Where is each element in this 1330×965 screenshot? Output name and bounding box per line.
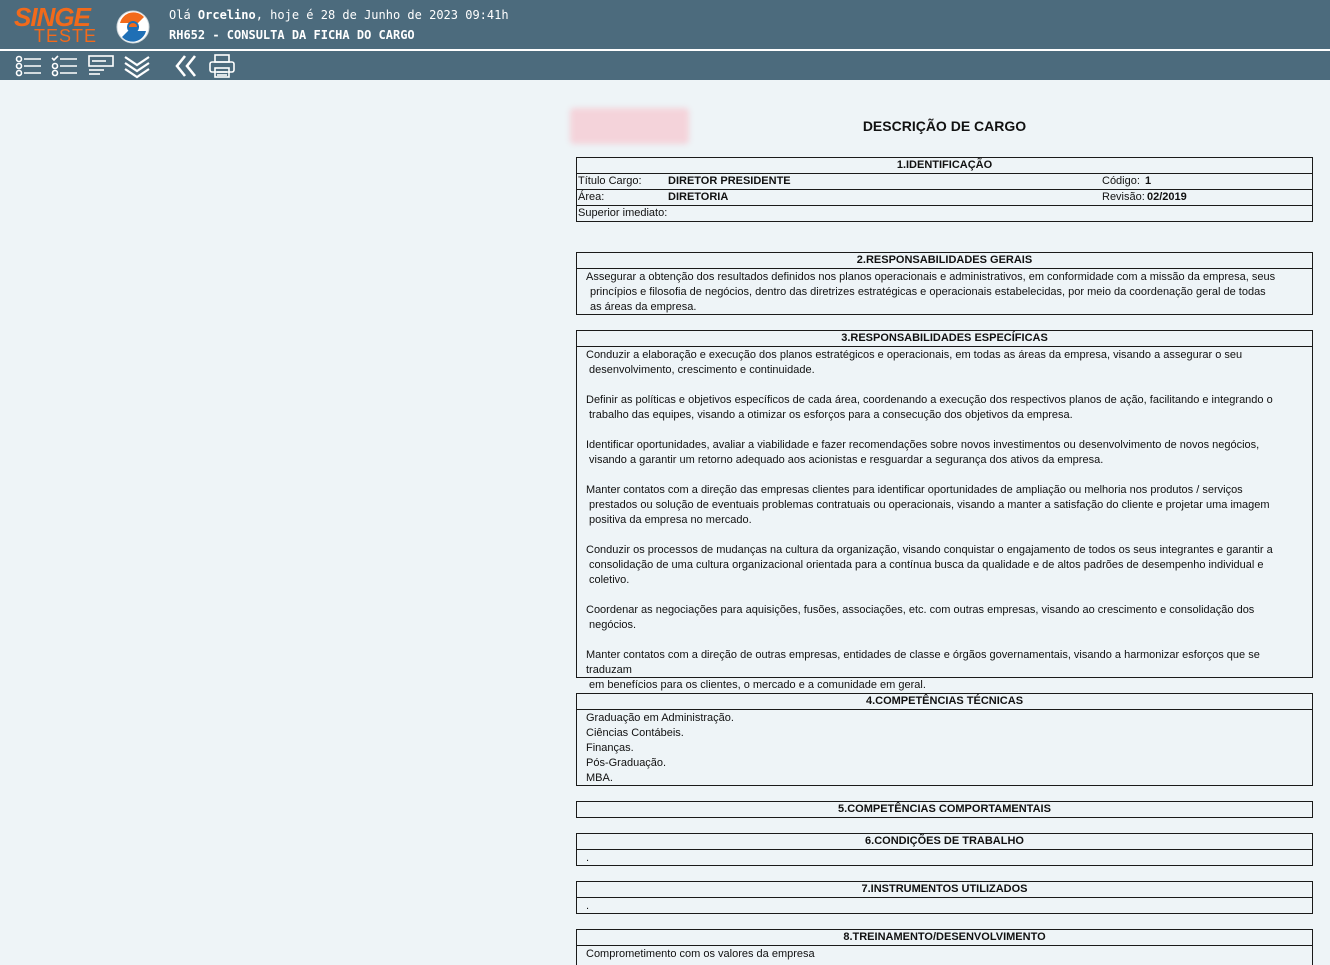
section-competencias-comportamentais [576, 801, 1313, 818]
row-titulo [577, 174, 1312, 190]
list-item: Ciências Contábeis. [586, 727, 684, 739]
section-heading: 8.TREINAMENTO/DESENVOLVIMENTO [577, 930, 1312, 946]
text-line: Manter contatos com a direção das empresas clientes para identificar oportunidades de ampliação ou melhoria nos produtos / serviços [586, 484, 1243, 496]
text-line: desenvolvimento, crescimento e continuidade. [589, 364, 815, 376]
text-line: Manter contatos com a direção de outras empresas, entidades de classe e órgãos governamentais, visando a harmonizar esforços que se traduzam [586, 649, 1260, 676]
list-item: MBA. [586, 772, 613, 784]
singe-logo [14, 2, 106, 46]
paragraph [586, 483, 1306, 528]
text-line: Definir as políticas e objetivos específicos de cada área, coordenando a execução dos respectivos planos de ação, facilitando e integrando o [586, 394, 1273, 406]
paragraph [586, 603, 1306, 633]
text-line: coletivo. [589, 574, 630, 586]
text-line: prestados ou solução de eventuais problemas contratuais ou operacionais, visando a manter a satisfação do cliente e projetar uma imagem [589, 499, 1270, 511]
revisao-value: 02/2019 [1147, 191, 1187, 203]
area-label: Área: [578, 191, 605, 203]
list-icon[interactable] [13, 53, 43, 79]
titulo-label: Título Cargo: [578, 175, 642, 187]
section-competencias-tecnicas [576, 693, 1313, 786]
codigo-label: Código: [1102, 175, 1140, 187]
text-line: visando a garantir um retorno adequado aos acionistas e resguardar a segurança dos ativos da empresa. [589, 454, 1104, 466]
text-line: . [586, 900, 590, 912]
section-identificacao [576, 157, 1313, 222]
top-header [0, 0, 1330, 49]
text-line: Coordenar as negociações para aquisições, fusões, associações, etc. com outras empresas, visando ao crescimento e consolidação dos [586, 604, 1255, 616]
paragraph [586, 393, 1306, 423]
titulo-value: DIRETOR PRESIDENTE [668, 175, 791, 187]
paragraph [586, 438, 1306, 468]
checklist-icon[interactable] [49, 53, 79, 79]
section-heading: 4.COMPETÊNCIAS TÉCNICAS [577, 694, 1312, 710]
greeting-date: , hoje é 28 de Junho de 2023 09:41h [255, 8, 509, 22]
row-area [577, 190, 1312, 206]
text-line: as áreas da empresa. [590, 301, 697, 313]
paragraph [586, 648, 1306, 693]
greeting [169, 8, 509, 22]
section-heading: 7.INSTRUMENTOS UTILIZADOS [577, 882, 1312, 898]
section-body [577, 710, 1312, 786]
section-heading: 1.IDENTIFICAÇÃO [577, 158, 1312, 174]
text-line: Conduzir os processos de mudanças na cultura da organização, visando conquistar o engajamento de todos os seus integrantes e garantir a [586, 544, 1273, 556]
list-item: Finanças. [586, 742, 634, 754]
list-item: Graduação em Administração. [586, 712, 734, 724]
section-body [577, 946, 1312, 962]
text-line: trabalho das equipes, visando a otimizar os esforços para a consecução dos objetivos da empresa. [589, 409, 1073, 421]
list-item: Pós-Graduação. [586, 757, 667, 769]
user-name: Orcelino [197, 8, 256, 22]
print-icon[interactable] [207, 53, 237, 79]
codigo-value: 1 [1145, 175, 1152, 187]
section-treinamento [576, 929, 1313, 965]
superior-label: Superior imediato: [578, 207, 668, 219]
list-item: Comprometimento com os valores da empresa [586, 948, 815, 960]
text-line: positiva da empresa no mercado. [589, 514, 752, 526]
section-heading: 6.CONDIÇÕES DE TRABALHO [577, 834, 1312, 850]
text-line: . [586, 852, 590, 864]
greeting-prefix: Olá [169, 8, 198, 22]
section-body [577, 898, 1312, 914]
area-value: DIRETORIA [668, 191, 729, 203]
paragraph [586, 543, 1306, 588]
section-heading: 5.COMPETÊNCIAS COMPORTAMENTAIS [838, 803, 1051, 815]
section-body [577, 269, 1312, 315]
logo-bottom-text: TESTE [34, 26, 98, 46]
text-line: Conduzir a elaboração e execução dos planos estratégicos e operacionais, em todas as áreas da empresa, visando a assegurar o seu [586, 349, 1243, 361]
text-line: Identificar oportunidades, avaliar a viabilidade e fazer recomendações sobre novos investimentos ou desenvolvimento de novos negócios, [586, 439, 1260, 451]
double-chevron-down-icon[interactable] [122, 53, 152, 79]
row-superior [577, 206, 1312, 222]
section-responsabilidades-especificas [576, 330, 1313, 691]
paragraph [586, 348, 1306, 378]
screen-title: RH652 - CONSULTA DA FICHA DO CARGO [169, 28, 415, 42]
form-icon[interactable] [86, 53, 116, 79]
section-condicoes-trabalho [576, 833, 1313, 866]
text-line: em benefícios para os clientes, o mercado e a comunidade em geral. [589, 679, 926, 691]
text-line: princípios e filosofia de negócios, dentro das diretrizes estratégicas e operacionais estabelecidas, por meio da coordenação geral de todas [590, 286, 1266, 298]
app-badge-icon [114, 9, 152, 45]
section-body [577, 850, 1312, 866]
text-line: consolidação de uma cultura organizacional orientada para a contínua busca da qualidade e de altos padrões de desempenho individual e [589, 559, 1264, 571]
logo-top-text: SINGE [14, 2, 90, 32]
section-instrumentos [576, 881, 1313, 914]
back-icon[interactable] [171, 53, 201, 79]
section-body [577, 347, 1312, 693]
section-heading: 2.RESPONSABILIDADES GERAIS [577, 253, 1312, 269]
section-heading: 3.RESPONSABILIDADES ESPECÍFICAS [577, 331, 1312, 347]
section-responsabilidades-gerais [576, 252, 1313, 315]
document-title: DESCRIÇÃO DE CARGO [862, 118, 1027, 134]
text-line: negócios. [589, 619, 637, 631]
text-line: Assegurar a obtenção dos resultados definidos nos planos operacionais e administrativos, em conformidade com a missão da empresa, seus [586, 271, 1276, 283]
revisao-label: Revisão: [1102, 191, 1145, 203]
